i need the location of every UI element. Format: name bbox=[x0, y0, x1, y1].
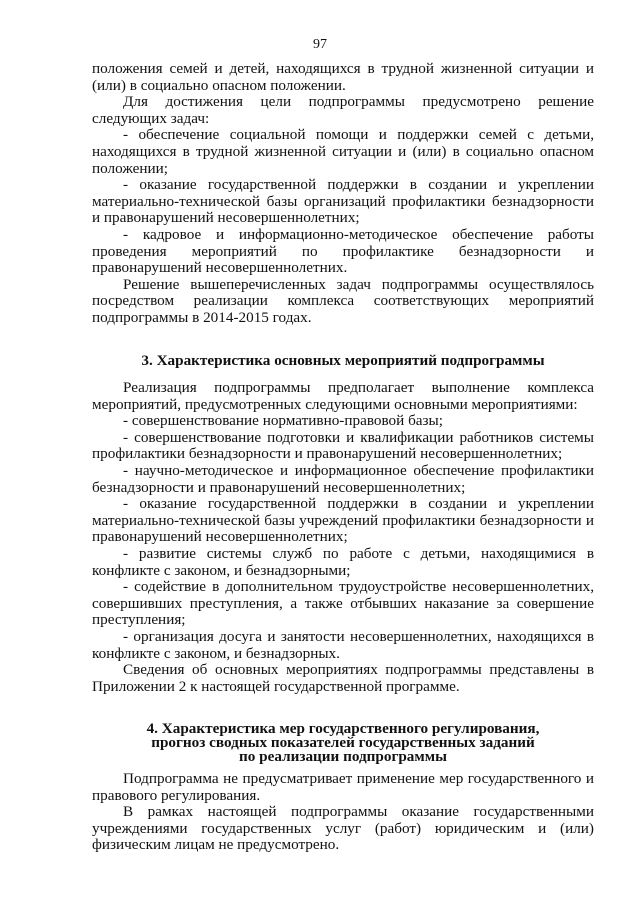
list-item: - научно-методическое и информационное обеспечение профилактики безнадзорности и правонарушений несовершеннолетних; bbox=[92, 461, 594, 496]
list-item: - совершенствование нормативно-правовой базы; bbox=[123, 412, 443, 430]
paragraph: Сведения об основных мероприятиях подпрограммы представлены в Приложении 2 к настоящей государственной программе. bbox=[92, 661, 594, 695]
section-4-heading-line: по реализации подпрограммы bbox=[239, 748, 447, 765]
paragraph: Реализация подпрограммы предполагает выполнение комплекса мероприятий, предусмотренных следующими основными мероприятиями: bbox=[92, 379, 594, 413]
intro-block bbox=[92, 61, 594, 327]
list-item: - оказание государственной поддержки в создании и укреплении материально-технической базы организаций профилактики безнадзорности и правонарушений несовершеннолетних; bbox=[92, 176, 594, 227]
list-item: - кадровое и информационно-методическое обеспечение работы проведения мероприятий по профилактике безнадзорности и правонарушений несовершеннолетних. bbox=[92, 225, 594, 277]
list-item: - организация досуга и занятости несовершеннолетних, находящихся в конфликте с законом, и безнадзорных. bbox=[92, 627, 594, 662]
list-item: - содействие в дополнительном трудоустройстве несовершеннолетних, совершивших преступления, а также отбывших наказание за совершение преступления; bbox=[92, 578, 594, 629]
list-item: - развитие системы служб по работе с детьми, находящимися в конфликте с законом, и безнадзорными; bbox=[92, 544, 594, 579]
list-item: - оказание государственной поддержки в создании и укреплении материально-технической базы учреждений профилактики безнадзорности и правонарушений несовершеннолетних; bbox=[92, 495, 594, 546]
section-3-heading: 3. Характеристика основных мероприятий подпрограммы bbox=[141, 352, 545, 369]
page-number: 97 bbox=[313, 37, 327, 52]
list-item: - совершенствование подготовки и квалификации работников системы профилактики безнадзорности и правонарушений несовершеннолетних; bbox=[92, 428, 594, 463]
paragraph: Для достижения цели подпрограммы предусмотрено решение следующих задач: bbox=[92, 93, 594, 127]
section-4-body bbox=[92, 771, 594, 854]
section-3-body bbox=[92, 380, 594, 695]
section-4-heading bbox=[92, 722, 594, 764]
paragraph: положения семей и детей, находящихся в трудной жизненной ситуации и (или) в социально опасном положении. bbox=[92, 60, 594, 94]
list-item: - обеспечение социальной помощи и поддержки семей с детьми, находящихся в трудной жизненной ситуации и (или) в социально опасном положении; bbox=[92, 126, 594, 177]
paragraph: Подпрограмма не предусматривает применение мер государственного и правового регулирования. bbox=[92, 770, 594, 804]
section-4-heading-line: прогноз сводных показателей государственных заданий bbox=[151, 734, 535, 751]
paragraph: В рамках настоящей подпрограммы оказание государственными учреждениями государственных услуг (работ) юридическим и (или) физическим лицам не предусмотрено. bbox=[92, 803, 594, 854]
section-4-heading-line: 4. Характеристика мер государственного регулирования, bbox=[146, 720, 540, 737]
paragraph: Решение вышеперечисленных задач подпрограммы осуществлялось посредством реализации комплекса соответствующих мероприятий подпрограммы в 2014-2015 годах. bbox=[92, 275, 594, 326]
